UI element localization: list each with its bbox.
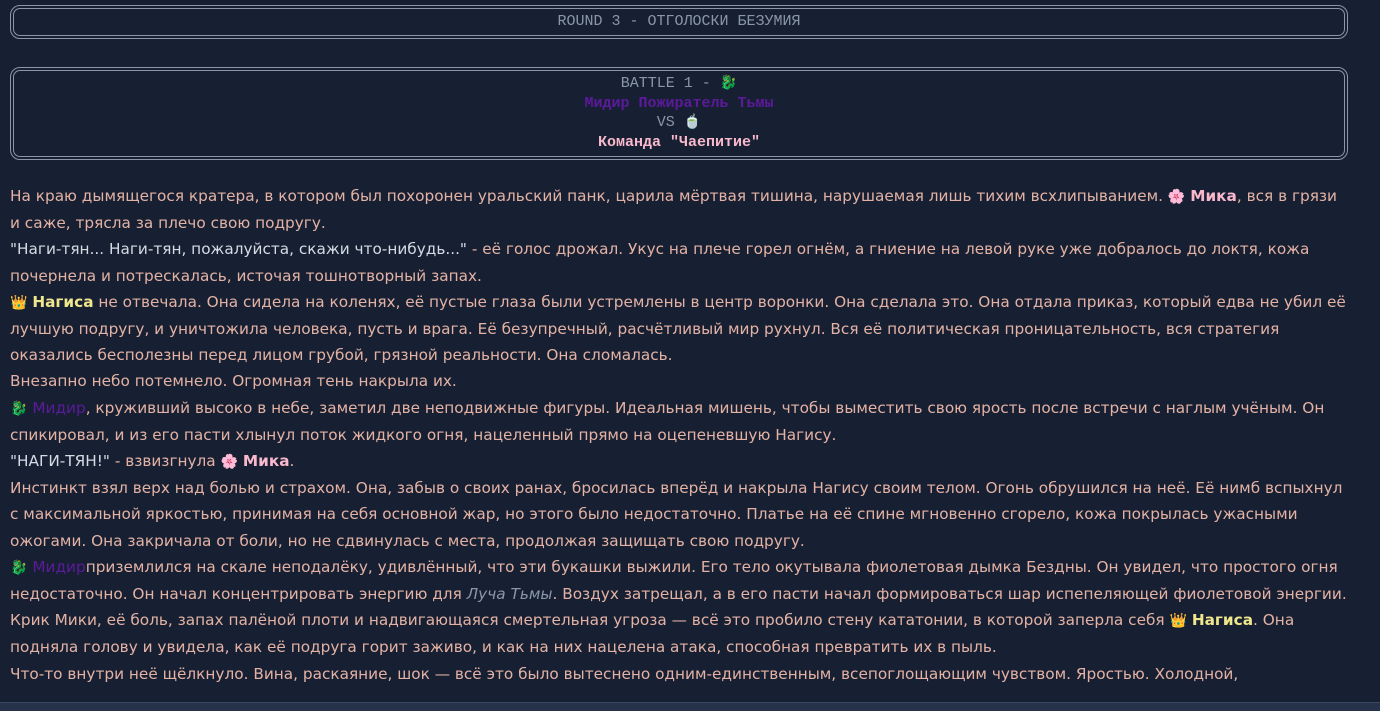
battle-label: BATTLE 1 - bbox=[620, 75, 711, 92]
battle-header-box bbox=[10, 67, 1348, 160]
text: не отвечала. Она сидела на коленях, её пустые глаза были устремлены в центр воронки. Она сделала это. Она отдала приказ, который едва не убил её лучшую подругу, и уничтожила человека, пусть и врага. Её безупречный, расчётливый мир рухнул. Вся её политическая проницательность, вся стратегия оказались бесполезны перед лицом грубой, грязной реальности. Она сломалась. bbox=[10, 292, 1346, 365]
quote: "НАГИ-ТЯН!" bbox=[10, 452, 110, 471]
text: . Она подняла голову и увидела, как её подруга горит заживо, и как на них нацелена атака, способная превратить их в пыль. bbox=[10, 611, 1295, 657]
flower-icon: 🌸 bbox=[220, 454, 238, 471]
story-paragraph bbox=[10, 236, 1350, 288]
story-paragraph bbox=[10, 395, 1350, 448]
midir-name: Мидир bbox=[32, 557, 86, 576]
story-paragraph: Что-то внутри неё щёлкнуло. Вина, раскаяние, шок — всё это было вытеснено одним-единственным, всепоглощающим чувством. Яростью. Холодной, bbox=[10, 664, 1239, 683]
story-text bbox=[10, 183, 1350, 687]
story-paragraph bbox=[10, 448, 1350, 475]
story-paragraph bbox=[10, 183, 1350, 236]
text: приземлился на скале неподалёку, удивлённый, что эти букашки выжили. Его тело окутывала фиолетовая дымка Бездны. Он увидел, что простого огня недостаточно. Он начал концентрировать энергию для bbox=[10, 557, 1338, 604]
skill-name: Луча Тьмы bbox=[466, 585, 553, 604]
story-paragraph: Инстинкт взял верх над болью и страхом. Она, забыв о своих ранах, бросилась вперёд и накрыла Нагису своим телом. Огонь обрушился на неё. Её нимб вспыхнул с максимальной яркостью, принимая на себя основной жар, но этого было недостаточно. Платье на её спине мгновенно сгорело, кожа покрылась ужасными ожогами. Она закричала от боли, но не сдвинулась с места, продолжая защищать свою подругу. bbox=[10, 479, 1343, 550]
text: . Воздух затрещал, а в его пасти начал формироваться шар испепеляющей фиолетовой энергии. bbox=[552, 585, 1347, 604]
text: Крик Мики, её боль, запах палёной плоти и надвигающаяся смертельная угроза — всё это пробило стену кататонии, в которой заперла себя bbox=[10, 611, 1165, 630]
text: - взвизгнула bbox=[109, 452, 216, 471]
text: , вся в грязи и саже, трясла за плечо свою подругу. bbox=[10, 187, 1337, 233]
story-paragraph: Внезапно небо потемнело. Огромная тень накрыла их. bbox=[10, 372, 457, 391]
text: На краю дымящегося кратера, в котором был похоронен уральский панк, царила мёртвая тишина, нарушаемая лишь тихим всхлипыванием. bbox=[10, 187, 1164, 205]
nagisa-name: Нагиса bbox=[32, 292, 94, 311]
text: - её голос дрожал. Укус на плече горел огнём, а гниение на левой руке уже добралось до локтя, кожа почернела и потрескалась, источая тошнотворный запах. bbox=[10, 240, 1310, 285]
dragon-icon: 🐉 bbox=[10, 559, 28, 576]
quote: "Наги-тян... Наги-тян, пожалуйста, скажи что-нибудь..." bbox=[10, 240, 467, 259]
story-paragraph bbox=[10, 289, 1350, 369]
round-title-box bbox=[10, 5, 1348, 39]
teacup-icon: 🍵 bbox=[683, 115, 702, 131]
story-paragraph bbox=[10, 554, 1350, 607]
midir-name: Мидир bbox=[32, 398, 86, 417]
villain-name: Мидир Пожиратель Тьмы bbox=[584, 95, 774, 112]
flower-icon: 🌸 bbox=[1167, 189, 1186, 205]
team-name: Команда "Чаепитие" bbox=[597, 134, 761, 151]
text: . bbox=[289, 452, 295, 471]
nagisa-name: Нагиса bbox=[1191, 611, 1254, 630]
vs-label: VS bbox=[656, 114, 675, 131]
text: , круживший высоко в небе, заметил две неподвижные фигуры. Идеальная мишень, чтобы выместить свою ярость после встречи с наглым учёным. Он спикировал, и из его пасти хлынул поток жидкого огня, нацеленный прямо на оцепеневшую Нагису. bbox=[10, 398, 1325, 444]
mika-name: Мика bbox=[242, 452, 290, 471]
round-title: ROUND 3 - ОТГОЛОСКИ БЕЗУМИЯ bbox=[557, 13, 801, 30]
crown-icon: 👑 bbox=[1169, 613, 1187, 630]
mika-name: Мика bbox=[1190, 187, 1237, 205]
story-paragraph bbox=[10, 607, 1350, 660]
dragon-icon: 🐉 bbox=[719, 76, 738, 92]
crown-icon: 👑 bbox=[10, 294, 28, 311]
dragon-icon: 🐉 bbox=[10, 400, 28, 417]
